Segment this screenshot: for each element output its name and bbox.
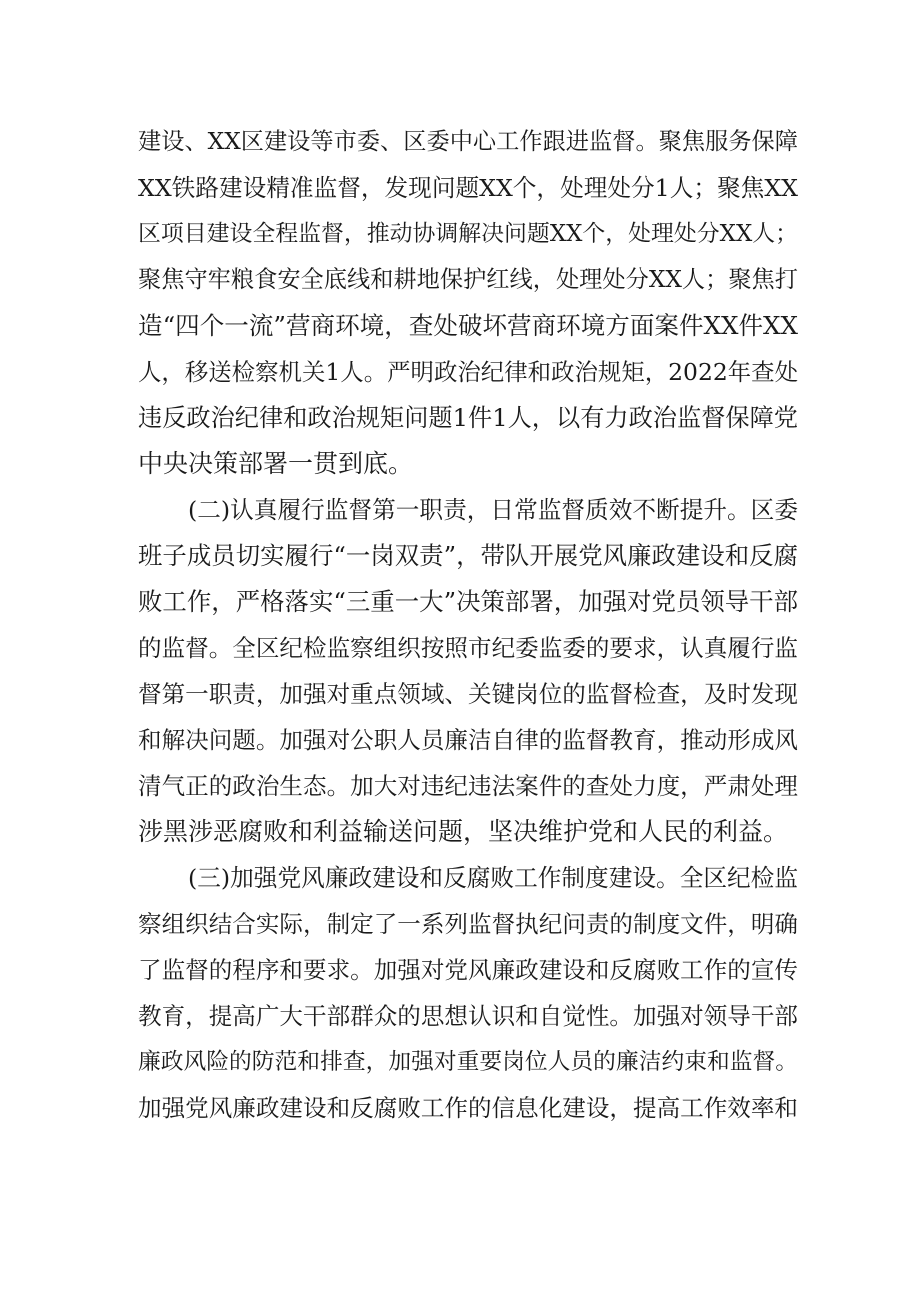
text-line: 违反政治纪律和政治规矩问题1件1人，以有力政治监督保障党: [138, 404, 798, 432]
text-line: 建设、XX区建设等市委、区委中心工作跟进监督。聚焦服务保障: [138, 128, 798, 155]
section-heading-line: (三)加强党风廉政建设和反腐败工作制度建设。全区纪检监: [188, 864, 798, 892]
text-line: 聚焦守牢粮食安全底线和耕地保护红线，处理处分XX人；聚焦打: [138, 266, 798, 293]
text-line: 清气正的政治生态。加大对违纪违法案件的查处力度，严肃处理: [138, 772, 798, 800]
text-line: 加强党风廉政建设和反腐败工作的信息化建设，提高工作效率和: [138, 1094, 798, 1122]
text-line: 察组织结合实际，制定了一系列监督执纪问责的制度文件，明确: [138, 910, 798, 938]
text-line: 教育，提高广大干部群众的思想认识和自觉性。加强对领导干部: [138, 1002, 798, 1030]
paragraph-2: [138, 487, 798, 855]
paragraph-1: [138, 119, 798, 487]
paragraph-3: [138, 855, 798, 1131]
text-line: 和解决问题。加强对公职人员廉洁自律的监督教育，推动形成风: [138, 726, 798, 754]
text-line: 中央决策部署一贯到底。: [138, 449, 414, 478]
text-line: 督第一职责，加强对重点领域、关键岗位的监督检查，及时发现: [138, 680, 798, 708]
text-line: 造“四个一流”营商环境，查处破坏营商环境方面案件XX件XX: [138, 311, 798, 340]
text-line: 涉黑涉恶腐败和利益输送问题，坚决维护党和人民的利益。: [138, 817, 789, 846]
text-line: 的监督。全区纪检监察组织按照市纪委监委的要求，认真履行监: [138, 634, 798, 662]
text-line: 区项目建设全程监督，推动协调解决问题XX个，处理处分XX人；: [138, 221, 798, 247]
text-line: 败工作，严格落实“三重一大”决策部署，加强对党员领导干部: [138, 587, 798, 616]
text-line: 人，移送检察机关1人。严明政治纪律和政治规矩，2022年查处: [138, 358, 798, 386]
text-line: 廉政风险的防范和排查，加强对重要岗位人员的廉洁约束和监督。: [138, 1049, 798, 1075]
document-body: [138, 119, 798, 1131]
text-line: 了监督的程序和要求。加强对党风廉政建设和反腐败工作的宣传: [138, 956, 798, 984]
text-line: XX铁路建设精准监督，发现问题XX个，处理处分1人；聚焦XX: [138, 174, 798, 202]
text-line: 班子成员切实履行“一岗双责”，带队开展党风廉政建设和反腐: [138, 541, 798, 570]
section-heading-line: (二)认真履行监督第一职责，日常监督质效不断提升。区委: [188, 496, 798, 524]
